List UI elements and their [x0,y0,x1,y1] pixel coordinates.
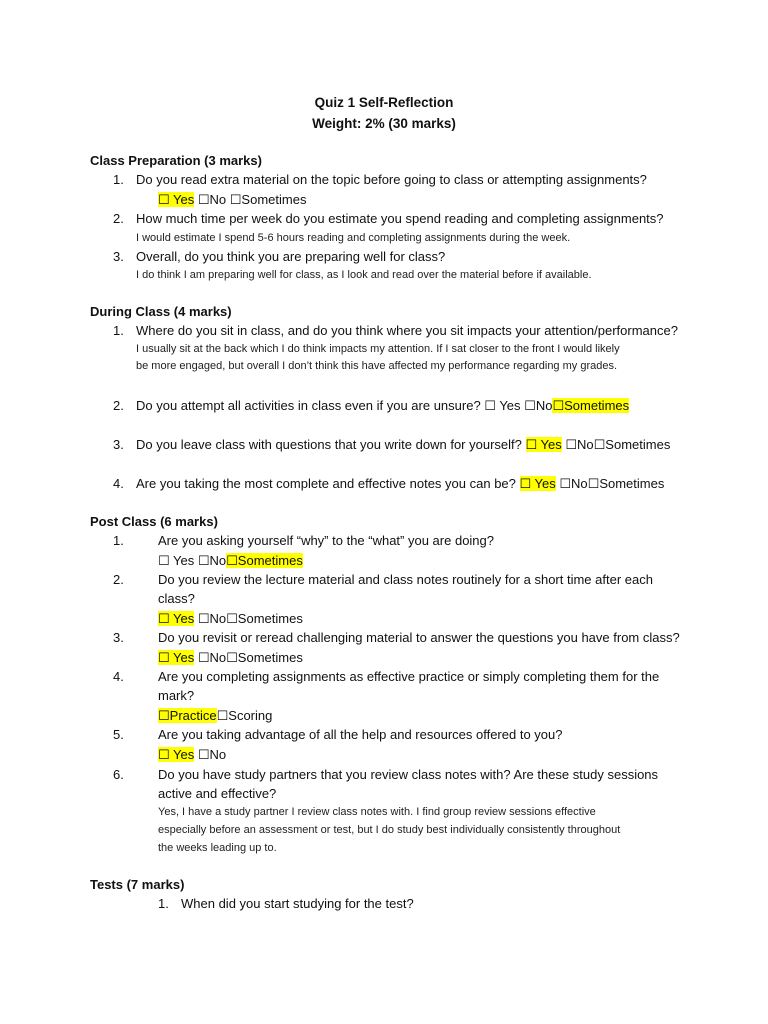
question-number: 3. [113,437,124,452]
option-yes-checkbox[interactable]: ☐ Yes [158,611,195,626]
question-text: Are you asking yourself “why” to the “what” you are doing? [158,533,495,548]
option-sometimes-checkbox[interactable]: ☐Sometimes [226,611,303,626]
option-yes-checkbox[interactable]: ☐ Yes [519,476,556,491]
answer-text: especially before an assessment or test, but I do study best individually consistently throughout [158,824,621,836]
question-text: class? [158,591,195,606]
question-number: 4. [113,669,124,684]
question-number: 2. [113,398,124,413]
question-text: When did you start studying for the test? [181,896,414,911]
question-text: Are you taking advantage of all the help and resources offered to you? [158,727,563,742]
question-number: 5. [113,727,124,742]
answer-text: Yes, I have a study partner I review class notes with. I find group review sessions effective [158,806,596,818]
question-text: mark? [158,688,195,703]
question-text: Do you attempt all activities in class even if you are unsure? [136,398,481,413]
question-text: Do you leave class with questions that you write down for yourself? [136,437,522,452]
option-yes-checkbox[interactable]: ☐ Yes [158,192,195,207]
option-no-checkbox[interactable]: ☐No [197,747,227,762]
question-line [136,398,629,414]
option-no-checkbox[interactable]: ☐No [565,437,594,452]
option-yes-checkbox[interactable]: ☐ Yes [525,437,562,452]
option-sometimes-checkbox[interactable]: ☐Sometimes [593,437,671,452]
option-no-checkbox[interactable]: ☐No [197,553,227,568]
question-number: 4. [113,476,124,491]
option-sometimes-checkbox[interactable]: ☐Sometimes [229,192,307,207]
question-line [136,437,670,453]
answer-text: the weeks leading up to. [158,842,277,854]
question-text: Are you taking the most complete and effective notes you can be? [136,476,516,491]
option-no-checkbox[interactable]: ☐No [197,192,227,207]
answer-options [158,192,306,208]
option-sometimes-checkbox[interactable]: ☐Sometimes [552,398,630,413]
option-no-checkbox[interactable]: ☐No [197,650,227,665]
option-sometimes-checkbox[interactable]: ☐Sometimes [226,650,303,665]
option-yes-checkbox[interactable]: ☐ Yes [158,553,195,568]
question-number: 3. [113,249,124,264]
option-sometimes-checkbox[interactable]: ☐Sometimes [226,553,303,568]
question-number: 2. [113,572,124,587]
question-text: Do you read extra material on the topic before going to class or attempting assignments? [136,172,647,187]
document-weight: Weight: 2% (30 marks) [312,116,456,131]
question-number: 1. [158,896,169,911]
question-text: Overall, do you think you are preparing well for class? [136,249,446,264]
question-number: 1. [113,172,124,187]
answer-text: I usually sit at the back which I do think impacts my attention. If I sat closer to the front I would likely [136,343,620,355]
option-sometimes-checkbox[interactable]: ☐Sometimes [587,476,665,491]
question-number: 6. [113,767,124,782]
question-line [136,476,664,492]
answer-text: I do think I am preparing well for class, as I look and read over the material before if available. [136,269,592,281]
option-no-checkbox[interactable]: ☐No [559,476,588,491]
section-heading-post: Post Class (6 marks) [90,514,218,529]
option-yes-checkbox[interactable]: ☐ Yes [484,398,521,413]
option-scoring-checkbox[interactable]: ☐Scoring [216,708,273,723]
question-text: How much time per week do you estimate you spend reading and completing assignments? [136,211,664,226]
question-text: Where do you sit in class, and do you think where you sit impacts your attention/performance? [136,323,678,338]
answer-text: be more engaged, but overall I don’t think this have affected my performance regarding my grades. [136,360,618,372]
question-text: Do you review the lecture material and class notes routinely for a short time after each [158,572,653,587]
answer-options [158,553,303,569]
answer-options [158,708,272,724]
answer-options [158,611,303,627]
answer-options [158,747,226,763]
question-number: 2. [113,211,124,226]
question-number: 3. [113,630,124,645]
question-number: 1. [113,533,124,548]
option-yes-checkbox[interactable]: ☐ Yes [158,747,195,762]
option-yes-checkbox[interactable]: ☐ Yes [158,650,195,665]
question-number: 1. [113,323,124,338]
section-heading-prep: Class Preparation (3 marks) [90,153,262,168]
option-practice-checkbox[interactable]: ☐Practice [158,708,217,723]
question-text: Do you have study partners that you review class notes with? Are these study sessions [158,767,659,782]
section-heading-during: During Class (4 marks) [90,304,232,319]
option-no-checkbox[interactable]: ☐No [524,398,553,413]
answer-text: I would estimate I spend 5-6 hours reading and completing assignments during the week. [136,232,571,244]
section-heading-tests: Tests (7 marks) [90,877,185,892]
question-text: Are you completing assignments as effective practice or simply completing them for the [158,669,660,684]
answer-options [158,650,303,666]
question-text: Do you revisit or reread challenging material to answer the questions you have from class? [158,630,680,645]
question-text: active and effective? [158,786,277,801]
document-title: Quiz 1 Self-Reflection [314,95,454,110]
option-no-checkbox[interactable]: ☐No [197,611,227,626]
